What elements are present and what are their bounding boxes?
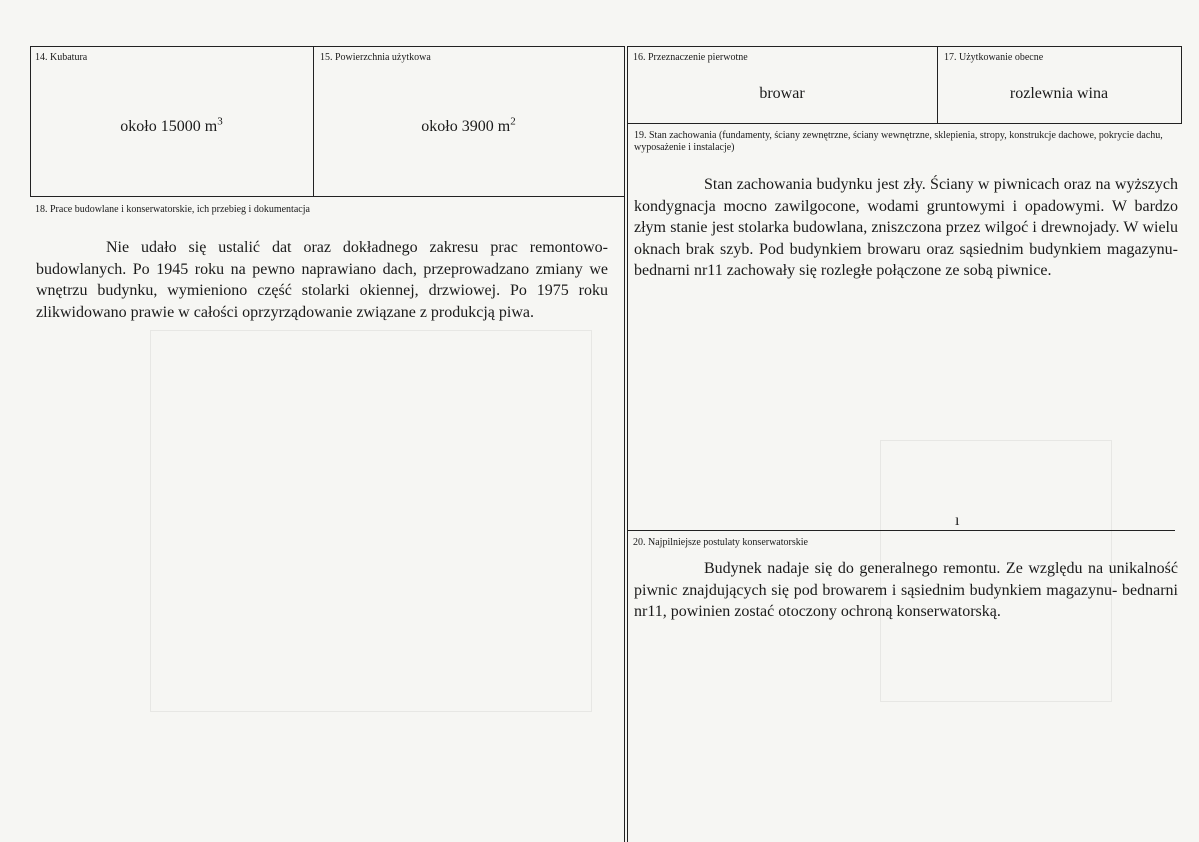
grid-line-row-18 [30, 196, 624, 197]
uzytkowanie-label: 17. Użytkowanie obecne [944, 52, 1044, 63]
grid-line-row-20 [627, 530, 1175, 531]
stan-text [634, 174, 1178, 282]
kubatura-number: około 15000 m [120, 118, 218, 135]
grid-line-row-19 [627, 123, 1182, 124]
powierzchnia-number: około 3900 m [421, 118, 511, 135]
postulaty-label: 20. Najpilniejsze postulaty konserwatorskie [633, 537, 808, 548]
powierzchnia-value [313, 117, 624, 137]
przeznaczenie-label: 16. Przeznaczenie pierwotne [633, 52, 748, 63]
stan-paragraph: Stan zachowania budynku jest zły. Ściany w piwnicach oraz na wyższych kondygnacja mocno zawilgocone, wodami gruntowymi i opadowymi. W bardzo złym stanie jest stolarka budowlana, zniszczona przez wilgoć i drewnojady. W wielu oknach brak szyb. Pod budynkiem browaru oraz sąsiednim budynkiem magazynu-bednarni nr11 zachowały się rozległe połączone ze sobą piwnice. [634, 176, 1178, 279]
prace-label: 18. Prace budowlane i konserwatorskie, ich przebieg i dokumentacja [35, 204, 310, 215]
grid-line-top-left [30, 46, 624, 47]
prace-text [36, 237, 608, 323]
kubatura-unit-exponent: 3 [217, 115, 223, 128]
powierzchnia-label: 15. Powierzchnia użytkowa [320, 52, 431, 63]
bleed-through-shape [150, 330, 592, 712]
uzytkowanie-value: rozlewnia wina [1009, 85, 1109, 102]
ink-tick-mark: ı [955, 512, 960, 529]
przeznaczenie-value: browar [759, 85, 805, 102]
kubatura-value [30, 117, 313, 137]
postulaty-text [634, 558, 1178, 623]
powierzchnia-unit-exponent: 2 [510, 115, 516, 128]
prace-paragraph: Nie udało się ustalić dat oraz dokładnego zakresu prac remontowo-budowlanych. Po 1945 roku na pewno naprawiano dach, przeprowadzano zmiany we wnętrzu budynku, wymieniono część stolarki okiennej, drzwiowej. Po 1975 roku zlikwidowano prawie w całości oprzyrządowanie związane z produkcją piwa. [36, 239, 608, 321]
postulaty-paragraph: Budynek nadaje się do generalnego remontu. Ze względu na unikalność piwnic znajdujących się pod browarem i sąsiednim budynkiem magazynu- bednarni nr11, powinien zostać otoczony ochroną konserwatorską. [634, 560, 1178, 620]
kubatura-label: 14. Kubatura [35, 52, 88, 63]
grid-line-top-right [627, 46, 1182, 47]
stan-label: 19. Stan zachowania (fundamenty, ściany zewnętrzne, ściany wewnętrzne, sklepienia, stropy, konstrukcje dachowe, pokrycie dachu, wyposażenie i instalacje) [634, 130, 1163, 153]
grid-line-center [624, 46, 625, 842]
grid-line-right-edge [1181, 46, 1182, 123]
grid-line-center-2 [627, 46, 628, 842]
